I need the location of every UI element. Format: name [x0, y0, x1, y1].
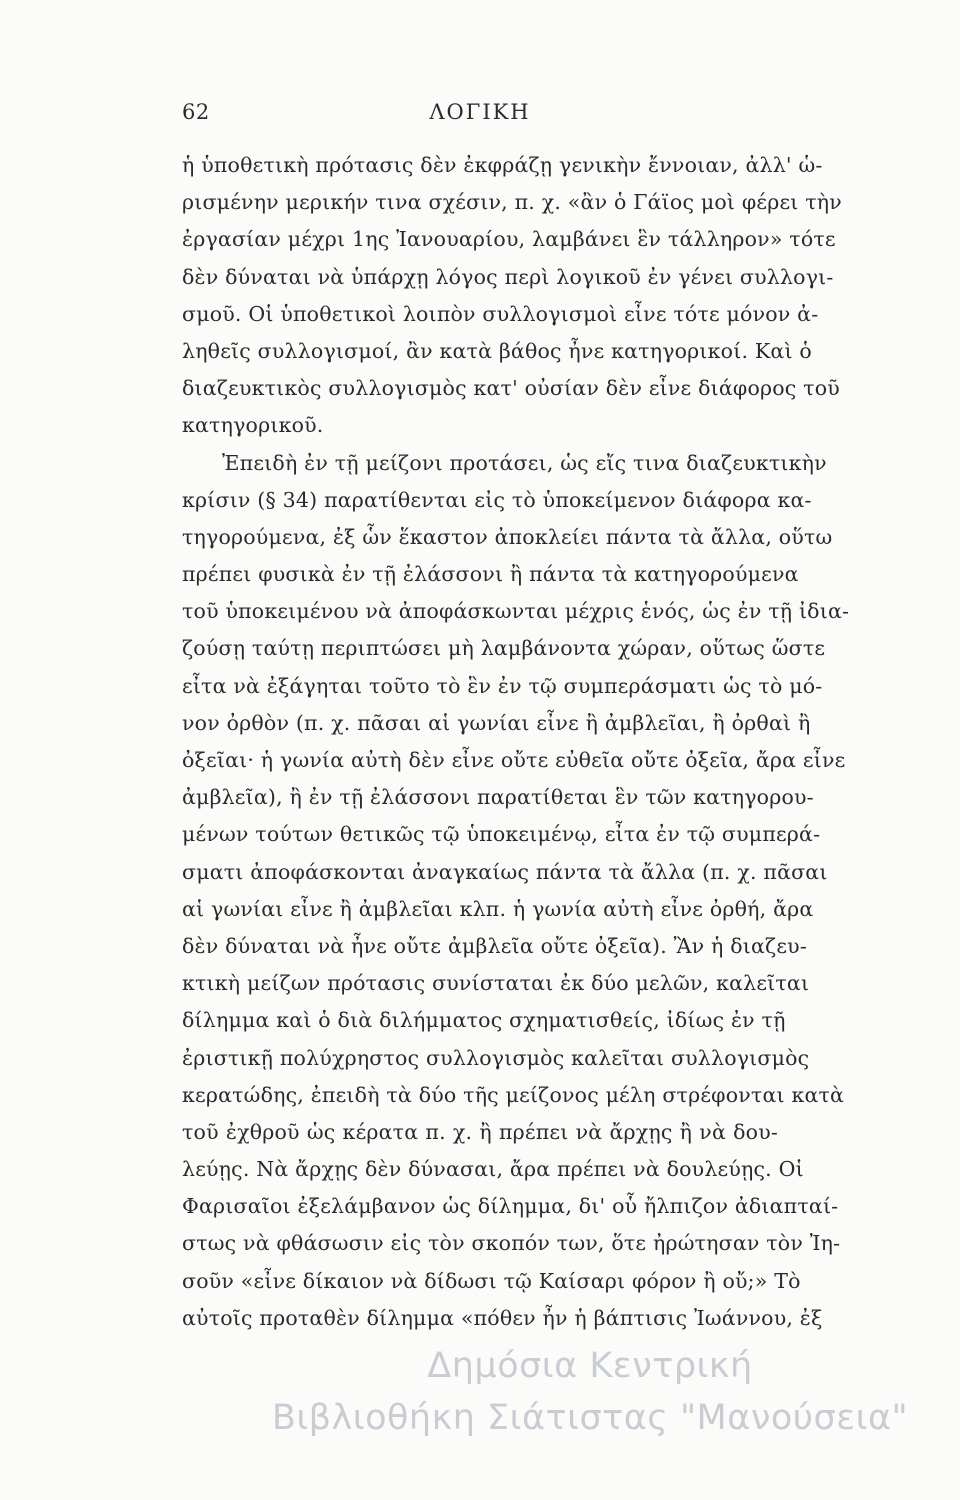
text-line: Ἐπειδὴ ἐν τῇ μείζονι προτάσει, ὡς εἴς τινα διαζευκτικὴν [222, 450, 827, 475]
text-line: ζούσῃ ταύτῃ περιπτώσει μὴ λαμβάνοντα χώραν, οὕτως ὥστε [182, 636, 826, 661]
text-line: τοῦ ὑποκειμένου νὰ ἀποφάσκωνται μέχρις ἑνός, ὡς ἐν τῇ ἰδια- [182, 599, 850, 624]
text-line: αὐτοῖς προταθὲν δίλημμα «πόθεν ἦν ἡ βάπτισις Ἰωάννου, ἐξ [182, 1305, 823, 1330]
library-watermark [230, 1340, 950, 1444]
text-line: μένων τούτων θετικῶς τῷ ὑποκειμένῳ, εἶτα ἐν τῷ συμπερά- [182, 822, 821, 847]
text-line: πρέπει φυσικὰ ἐν τῇ ἐλάσσονι ἢ πάντα τὰ κατηγορούμενα [182, 562, 799, 587]
text-line: δίλημμα καὶ ὁ διὰ διλήμματος σχηματισθείς, ἰδίως ἐν τῇ [182, 1008, 786, 1033]
text-line: δὲν δύναται νὰ ἦνε οὔτε ἀμβλεῖα οὔτε ὀξεῖα). Ἂν ἡ διαζευ- [182, 933, 807, 958]
text-line: ἡ ὑποθετικὴ πρότασις δὲν ἐκφράζῃ γενικὴν ἔννοιαν, ἀλλ' ὡ- [182, 153, 823, 177]
text-line: ἐριστικῇ πολύχρηστος συλλογισμὸς καλεῖται συλλογισμὸς [182, 1045, 810, 1070]
running-title: ΛΟΓΙΚΗ [429, 100, 531, 124]
text-line: σμοῦ. Οἱ ὑποθετικοὶ λοιπὸν συλλογισμοὶ εἶνε τότε μόνον ἀ- [182, 301, 819, 326]
page-header [182, 100, 778, 140]
text-line: κρίσιν (§ 34) παρατίθενται εἰς τὸ ὑποκείμενον διάφορα κα- [182, 487, 812, 512]
text-line: νον ὀρθὸν (π. χ. πᾶσαι αἱ γωνίαι εἶνε ἢ ἀμβλεῖαι, ἢ ὀρθαὶ ἢ [182, 710, 811, 735]
text-line: εἶτα νὰ ἐξάγηται τοῦτο τὸ ἓν ἐν τῷ συμπεράσματι ὡς τὸ μό- [182, 673, 823, 698]
page-number: 62 [182, 100, 210, 124]
text-line: σματι ἀποφάσκονται ἀναγκαίως πάντα τὰ ἄλλα (π. χ. πᾶσαι [182, 859, 828, 884]
text-line: κερατώδης, ἐπειδὴ τὰ δύο τῆς μείζονος μέλη στρέφονται κατὰ [182, 1082, 845, 1107]
text-line: διαζευκτικὸς συλλογισμὸς κατ' οὐσίαν δὲν εἶνε διάφορος τοῦ [182, 376, 840, 401]
text-line: ἐργασίαν μέχρι 1ης Ἰανουαρίου, λαμβάνει ἓν τάλληρον» τότε [182, 227, 836, 252]
text-line: στως νὰ φθάσωσιν εἰς τὸν σκοπόν των, ὅτε ἠρώτησαν τὸν Ἰη- [182, 1231, 841, 1256]
text-line: κτικὴ μείζων πρότασις συνίσταται ἐκ δύο μελῶν, καλεῖται [182, 971, 810, 996]
watermark-line-2: Βιβλιοθήκη Σιάτιστας "Μανούσεια" [271, 1398, 909, 1438]
text-line: ὀξεῖαι· ἡ γωνία αὐτὴ δὲν εἶνε οὔτε εὐθεῖα οὔτε ὀξεῖα, ἄρα εἶνε [182, 748, 846, 772]
text-line: τοῦ ἐχθροῦ ὡς κέρατα π. χ. ἢ πρέπει νὰ ἄρχῃς ἢ νὰ δου- [182, 1119, 778, 1144]
text-line: αἱ γωνίαι εἶνε ἢ ἀμβλεῖαι κλπ. ἡ γωνία αὐτὴ εἶνε ὀρθή, ἄρα [182, 896, 814, 921]
watermark-line-1: Δημόσια Κεντρική [427, 1346, 753, 1386]
text-line: κατηγορικοῦ. [182, 413, 324, 438]
text-line: ληθεῖς συλλογισμοί, ἂν κατὰ βάθος ἦνε κατηγορικοί. Καὶ ὁ [182, 338, 812, 363]
body-text [182, 147, 850, 1337]
text-line: λεύῃς. Νὰ ἄρχῃς δὲν δύνασαι, ἄρα πρέπει νὰ δουλεύῃς. Οἱ [182, 1157, 804, 1182]
text-line: σοῦν «εἶνε δίκαιον νὰ δίδωσι τῷ Καίσαρι φόρον ἢ οὔ;» Τὸ [182, 1268, 801, 1293]
text-line: δὲν δύναται νὰ ὑπάρχῃ λόγος περὶ λογικοῦ ἐν γένει συλλογι- [182, 264, 834, 289]
text-line: τηγορούμενα, ἐξ ὧν ἕκαστον ἀποκλείει πάντα τὰ ἄλλα, οὕτω [182, 524, 833, 549]
text-line: ἀμβλεῖα), ἢ ἐν τῇ ἐλάσσονι παρατίθεται ἓν τῶν κατηγορου- [182, 785, 814, 810]
text-line: Φαρισαῖοι ἐξελάμβανον ὡς δίλημμα, δι' οὗ ἤλπιζον ἀδιαπταί- [182, 1194, 839, 1219]
text-line: ρισμένην μερικήν τινα σχέσιν, π. χ. «ἂν ὁ Γάϊος μοὶ φέρει τὴν [182, 190, 842, 215]
